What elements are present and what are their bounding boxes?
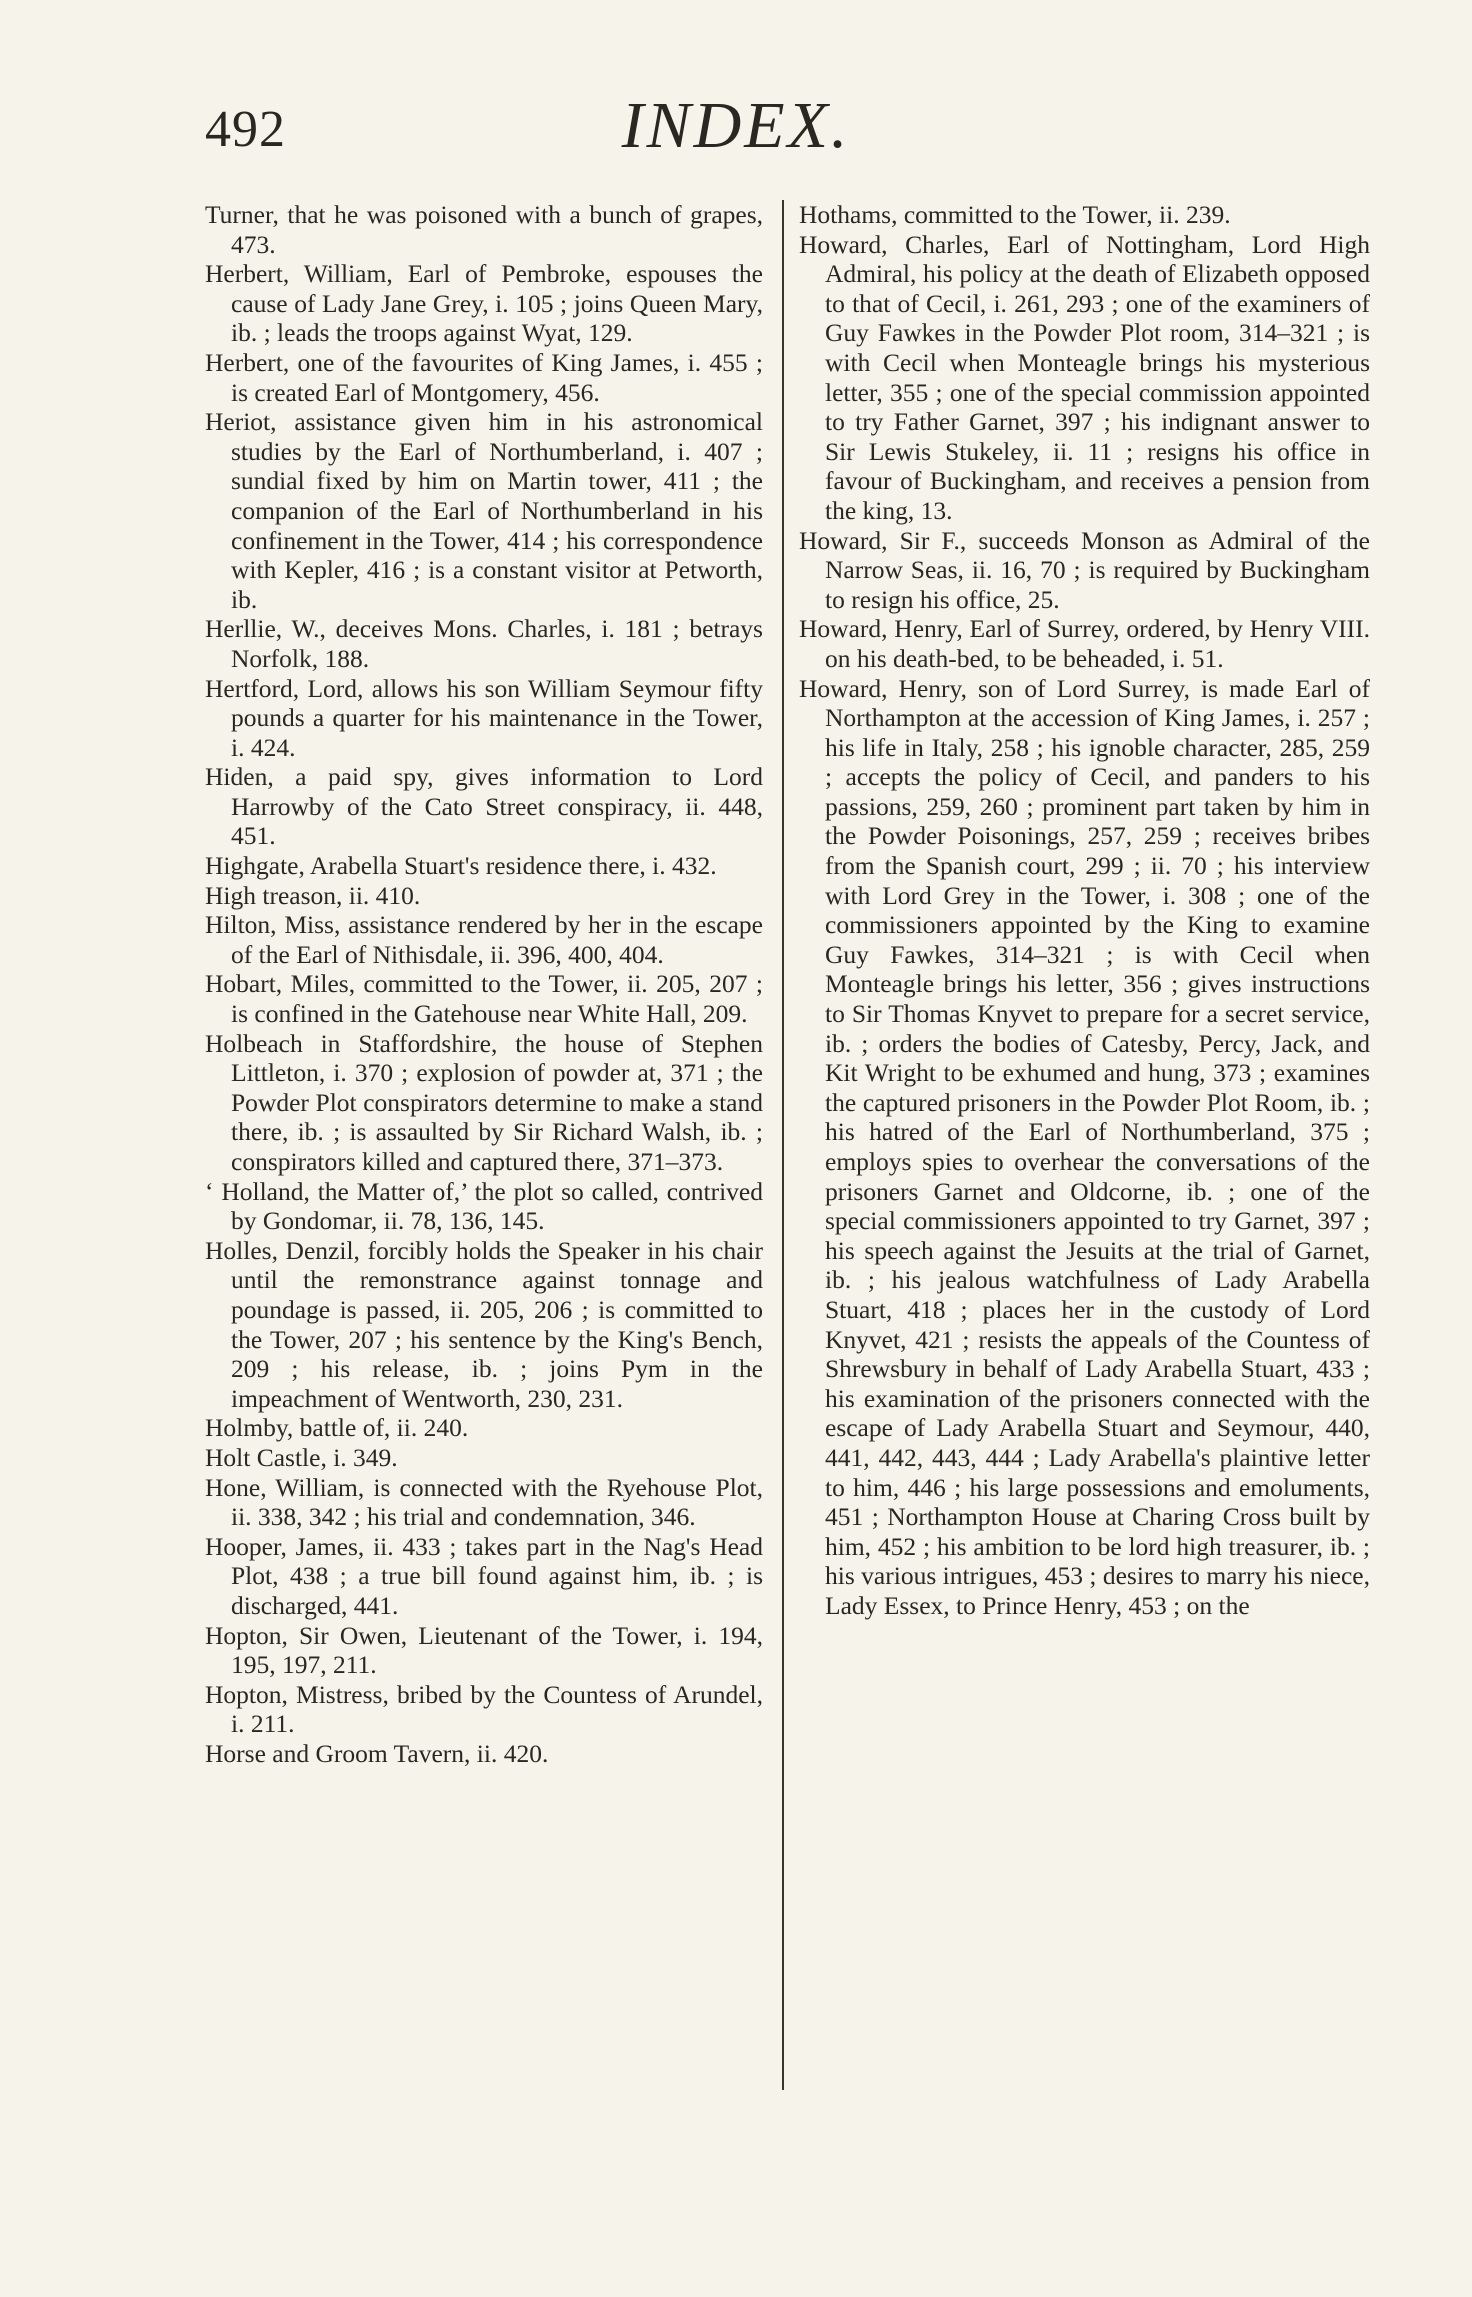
running-title: INDEX. [621,89,851,162]
index-entry: Holt Castle, i. 349. [205,1442,398,1472]
index-entry: Howard, Henry, son of Lord Surrey, is made Earl of Northampton at the accession of King James, i. 257 ; his life in Italy, 258 ; his ignoble character, 285, 259 ; accepts the policy of Cecil, and panders to his passions, 259, 260 ; prominent part taken by him in the Powder Poisonings, 257, 259 ; receives bribes from the Spanish court, 299 ; ii. 70 ; his interview with Lord Grey in the Tower, i. 308 ; one of the commissioners appointed by the King to examine Guy Fawkes, 314–321 ; is with Cecil when Monteagle brings his letter, 356 ; gives instructions to Sir Thomas Knyvet to prepare for a secret service, ib. ; orders the bodies of Catesby, Percy, Jack, and Kit Wright to be exhumed and hung, 373 ; examines the captured prisoners in the Powder Plot Room, ib. ; his hatred of the Earl of Northumberland, 375 ; employs spies to overhear the conversations of the prisoners Garnet and Oldcorne, ib. ; one of the special commissioners appointed to try Garnet, 397 ; his speech against the Jesuits at the trial of Garnet, ib. ; his jealous watchfulness of Lady Arabella Stuart, 418 ; places her in the custody of Lord Knyvet, 421 ; resists the appeals of the Countess of Shrewsbury in behalf of Lady Arabella Stuart, 433 ; his examination of the prisoners connected with the escape of Lady Arabella Stuart and Seymour, 440, 441, 442, 443, 444 ; Lady Arabella's plaintive letter to him, 446 ; his large possessions and emoluments, 451 ; Northampton House at Charing Cross built by him, 452 ; his ambition to be lord high treasurer, ib. ; his various intrigues, 453 ; desires to marry his niece, Lady Essex, to Prince Henry, 453 ; on the [799,673,1370,1620]
index-entry: Hone, William, is connected with the Ryehouse Plot, ii. 338, 342 ; his trial and condemnation, 346. [205,1472,763,1532]
index-entry: Howard, Sir F., succeeds Monson as Admiral of the Narrow Seas, ii. 16, 70 ; is required by Buckingham to resign his office, 25. [799,525,1370,614]
index-entry: Hertford, Lord, allows his son William Seymour fifty pounds a quarter for his maintenance in the Tower, i. 424. [205,673,763,762]
index-entry: Holmby, battle of, ii. 240. [205,1413,469,1443]
index-entry: Herllie, W., deceives Mons. Charles, i. 181 ; betrays Norfolk, 188. [205,614,763,673]
index-entry: Turner, that he was poisoned with a bunch of grapes, 473. [205,200,763,259]
index-entry: Heriot, assistance given him in his astronomical studies by the Earl of Northumberland, i. 407 ; sundial fixed by him on Martin tower, 411 ; the companion of the Earl of Northumberland in his confinement in the Tower, 414 ; his correspondence with Kepler, 416 ; is a constant visitor at Petworth, ib. [205,407,763,614]
index-entry: Hobart, Miles, committed to the Tower, ii. 205, 207 ; is confined in the Gatehouse near White Hall, 209. [205,969,763,1029]
index-entry: Herbert, one of the favourites of King James, i. 455 ; is created Earl of Montgomery, 456. [205,347,763,407]
index-entry: Howard, Henry, Earl of Surrey, ordered, by Henry VIII. on his death-bed, to be beheaded, i. 51. [799,614,1370,673]
index-entry: Howard, Charles, Earl of Nottingham, Lord High Admiral, his policy at the death of Elizabeth opposed to that of Cecil, i. 261, 293 ; one of the examiners of Guy Fawkes in the Powder Plot room, 314–321 ; is with Cecil when Monteagle brings his mysterious letter, 355 ; one of the special commission appointed to try Father Garnet, 397 ; his indignant answer to Sir Lewis Stukeley, ii. 11 ; resigns his office in favour of Buckingham, and receives a pension from the king, 13. [799,229,1370,525]
index-entry: Holbeach in Staffordshire, the house of Stephen Littleton, i. 370 ; explosion of powder at, 371 ; the Powder Plot conspirators determine to make a stand there, ib. ; is assaulted by Sir Richard Walsh, ib. ; conspirators killed and captured there, 371–373. [205,1028,763,1176]
index-entry: Hilton, Miss, assistance rendered by her in the escape of the Earl of Nithisdale, ii. 396, 400, 404. [205,910,763,969]
index-entry: Horse and Groom Tavern, ii. 420. [205,1738,549,1768]
index-entry: Herbert, William, Earl of Pembroke, espouses the cause of Lady Jane Grey, i. 105 ; joins Queen Mary, ib. ; leads the troops against Wyat, 129. [205,259,763,348]
page-header [0,88,1472,168]
index-entry: Hopton, Sir Owen, Lieutenant of the Tower, i. 194, 195, 197, 211. [205,1620,763,1680]
index-entry: Hiden, a paid spy, gives information to Lord Harrowby of the Cato Street conspiracy, ii. 448, 451. [205,762,763,851]
index-entry: High treason, ii. 410. [205,880,421,910]
page-number: 492 [205,101,286,158]
index-entry: Holles, Denzil, forcibly holds the Speaker in his chair until the remonstrance against tonnage and poundage is passed, ii. 205, 206 ; is committed to the Tower, 207 ; his sentence by the King's Bench, 209 ; his release, ib. ; joins Pym in the impeachment of Wentworth, 230, 231. [205,1235,763,1413]
left-index-column [205,200,763,2090]
index-entry: Hooper, James, ii. 433 ; takes part in the Nag's Head Plot, 438 ; a true bill found against him, ib. ; is discharged, 441. [205,1531,763,1620]
index-entry: Hopton, Mistress, bribed by the Countess of Arundel, i. 211. [205,1679,763,1739]
index-entry: Hothams, committed to the Tower, ii. 239. [799,200,1231,229]
index-entry: Highgate, Arabella Stuart's residence there, i. 432. [205,851,717,881]
index-entry: ‘ Holland, the Matter of,’ the plot so called, contrived by Gondomar, ii. 78, 136, 145. [205,1176,763,1236]
column-divider [782,200,784,2090]
right-index-column [799,200,1370,2090]
